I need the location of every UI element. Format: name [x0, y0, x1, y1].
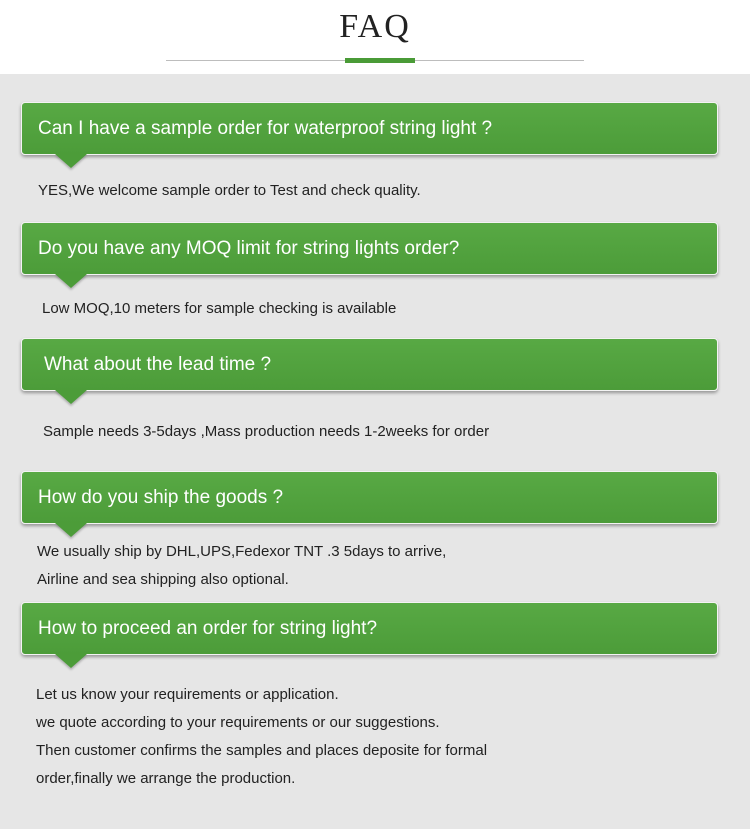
question-text: How do you ship the goods ? — [38, 487, 284, 508]
title-accent-bar — [345, 58, 415, 63]
faq-answer-5-line-3: Then customer confirms the samples and places deposite for formal — [36, 742, 488, 759]
faq-answer-5-line-1: Let us know your requirements or application. — [36, 686, 339, 703]
faq-answer-3-line-1: Sample needs 3-5days ,Mass production needs 1-2weeks for order — [43, 423, 490, 440]
faq-question-5 — [21, 602, 718, 655]
faq-answer-1-line-1: YES,We welcome sample order to Test and check quality. — [38, 182, 421, 199]
faq-question-3 — [21, 338, 718, 391]
question-text: How to proceed an order for string light? — [38, 618, 378, 639]
faq-answer-4-line-1: We usually ship by DHL,UPS,Fedexor TNT .3 5days to arrive, — [37, 543, 447, 560]
faq-answer-4-line-2: Airline and sea shipping also optional. — [37, 571, 289, 588]
speech-tail — [55, 654, 87, 668]
question-text: What about the lead time ? — [44, 354, 272, 375]
faq-header — [0, 0, 750, 74]
question-text: Can I have a sample order for waterproof string light ? — [38, 118, 493, 139]
faq-answer-5-line-2: we quote according to your requirements or our suggestions. — [36, 714, 440, 731]
faq-answer-5-line-4: order,finally we arrange the production. — [36, 770, 296, 787]
page-title: FAQ — [339, 8, 411, 45]
faq-answer-2-line-1: Low MOQ,10 meters for sample checking is available — [42, 300, 397, 317]
faq-question-2 — [21, 222, 718, 275]
faq-question-1 — [21, 102, 718, 155]
speech-tail — [55, 390, 87, 404]
faq-question-4 — [21, 471, 718, 524]
speech-tail — [55, 274, 87, 288]
speech-tail — [55, 523, 87, 537]
question-text: Do you have any MOQ limit for string lights order? — [38, 238, 460, 259]
speech-tail — [55, 154, 87, 168]
faq-list — [0, 74, 750, 829]
